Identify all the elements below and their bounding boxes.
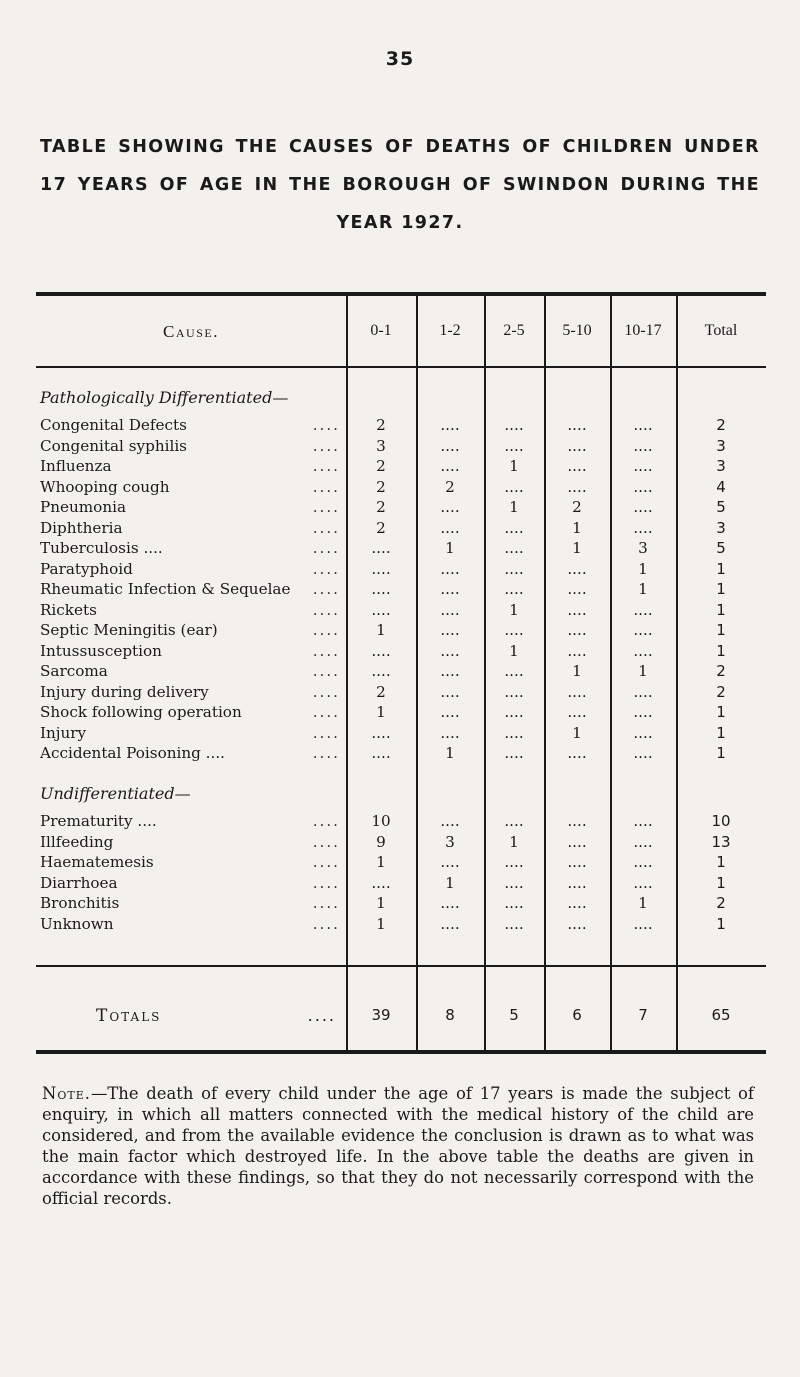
table-row xyxy=(36,833,766,853)
leader-dots: .... xyxy=(312,812,340,830)
row-cell: 2 xyxy=(376,498,386,516)
table-row xyxy=(36,874,766,894)
row-cell: .... xyxy=(504,703,524,721)
row-cell: .... xyxy=(633,744,653,762)
row-cause xyxy=(40,437,340,455)
row-cell: .... xyxy=(633,914,653,933)
row-cell: .... xyxy=(504,682,524,701)
cause-name: Diphtheria xyxy=(40,518,123,537)
leader-dots: .... xyxy=(312,641,340,660)
row-cell: .... xyxy=(633,723,653,742)
row-total: 1 xyxy=(716,873,726,892)
cause-name: Tuberculosis .... xyxy=(40,539,163,557)
row-total: 2 xyxy=(716,682,726,701)
row-cell: 2 xyxy=(376,457,386,475)
cause-name: Sarcoma xyxy=(40,662,108,680)
row-cell: .... xyxy=(371,641,391,660)
row-cell: .... xyxy=(440,600,460,619)
row-cause xyxy=(40,560,340,578)
leader-dots: .... xyxy=(312,436,340,455)
row-total: 3 xyxy=(716,457,726,475)
row-cell: .... xyxy=(567,832,587,851)
table-row xyxy=(36,519,766,539)
header-age-1-2: 1-2 xyxy=(439,322,461,339)
table-row xyxy=(36,683,766,703)
title-line-2: 17 YEARS OF AGE IN THE BOROUGH OF SWINDON DURING THE xyxy=(40,175,760,195)
grand-total: 65 xyxy=(711,1006,731,1024)
row-cell: .... xyxy=(633,641,653,660)
row-cell: .... xyxy=(567,682,587,701)
row-cell: 2 xyxy=(376,682,386,701)
leader-dots: .... xyxy=(312,580,340,598)
note-text: —The death of every child under the age of 17 years is made the subject of enquiry, in which all matters connected with the medical history of the child are considered, and from the available evidence the conclusion is drawn as to what was the main factor which destroyed life. In the above table the deaths are given in accordance with these findings, so that they do not necessarily correspond with the official records. xyxy=(42,1084,754,1208)
row-cell: .... xyxy=(633,416,653,434)
row-cell: .... xyxy=(633,457,653,475)
cause-name: Influenza xyxy=(40,457,112,475)
row-cause xyxy=(40,416,340,434)
table-row xyxy=(36,662,766,682)
row-cell: 2 xyxy=(376,518,386,537)
row-cell: .... xyxy=(371,723,391,742)
row-cell: 1 xyxy=(638,559,648,578)
cause-name: Rheumatic Infection & Sequelae xyxy=(40,580,291,598)
row-total: 1 xyxy=(716,723,726,742)
leader-dots: .... xyxy=(312,662,340,680)
row-cell: .... xyxy=(504,477,524,496)
leader-dots: .... xyxy=(312,914,340,933)
table-row xyxy=(36,498,766,518)
row-cause xyxy=(40,744,340,762)
leader-dots: .... xyxy=(312,416,340,434)
row-cell: 1 xyxy=(445,539,455,557)
table-row xyxy=(36,539,766,559)
row-cell: 1 xyxy=(445,873,455,892)
table-row xyxy=(36,560,766,580)
row-cell: .... xyxy=(567,621,587,639)
leader-dots: .... xyxy=(312,853,340,871)
leader-dots: .... xyxy=(312,703,340,721)
leader-dots: .... xyxy=(312,744,340,762)
row-cell: .... xyxy=(371,873,391,892)
row-cell: 1 xyxy=(572,662,582,680)
cause-name: Injury xyxy=(40,723,87,742)
row-cell: 1 xyxy=(445,744,455,762)
row-total: 13 xyxy=(711,832,731,851)
leader-dots: .... xyxy=(312,621,340,639)
row-cell: .... xyxy=(440,559,460,578)
table-row xyxy=(36,853,766,873)
row-total: 1 xyxy=(716,621,726,639)
row-cell: .... xyxy=(371,559,391,578)
total-age-0-1: 39 xyxy=(371,1006,391,1024)
row-cell: .... xyxy=(633,703,653,721)
row-total: 1 xyxy=(716,703,726,721)
row-cell: 3 xyxy=(638,539,648,557)
row-cell: .... xyxy=(504,662,524,680)
title-line-1: TABLE SHOWING THE CAUSES OF DEATHS OF CHILDREN UNDER xyxy=(40,137,760,157)
row-total: 1 xyxy=(716,600,726,619)
row-cell: .... xyxy=(440,682,460,701)
leader-dots: .... xyxy=(312,477,340,496)
total-age-2-5: 5 xyxy=(509,1006,519,1024)
row-cell: .... xyxy=(504,914,524,933)
row-cell: .... xyxy=(567,600,587,619)
row-total: 1 xyxy=(716,914,726,933)
deaths-table xyxy=(36,292,766,1054)
row-cell: 1 xyxy=(376,703,386,721)
row-cell: 2 xyxy=(445,477,455,496)
row-cell: .... xyxy=(567,580,587,598)
row-cell: .... xyxy=(567,416,587,434)
leader-dots: .... xyxy=(312,559,340,578)
cause-name: Illfeeding xyxy=(40,832,114,851)
row-cell: .... xyxy=(633,498,653,516)
row-cell: .... xyxy=(504,559,524,578)
row-cell: .... xyxy=(504,539,524,557)
row-cell: 9 xyxy=(376,832,386,851)
row-cause xyxy=(40,601,340,619)
row-cell: 1 xyxy=(509,600,519,619)
row-cell: .... xyxy=(633,477,653,496)
row-cause xyxy=(40,498,340,516)
cause-name: Rickets xyxy=(40,600,97,619)
row-cell: 1 xyxy=(509,832,519,851)
row-cell: .... xyxy=(567,914,587,933)
table-row xyxy=(36,915,766,935)
row-cause xyxy=(40,894,340,912)
table-row xyxy=(36,744,766,764)
row-cell: .... xyxy=(567,436,587,455)
table-row xyxy=(36,580,766,600)
row-cell: 1 xyxy=(376,894,386,912)
row-total: 5 xyxy=(716,539,726,557)
total-age-10-17: 7 xyxy=(638,1006,648,1024)
row-total: 10 xyxy=(711,812,731,830)
cause-name: Diarrhoea xyxy=(40,873,118,892)
row-cell: .... xyxy=(504,894,524,912)
row-cause xyxy=(40,703,340,721)
leader-dots: .... xyxy=(312,498,340,516)
row-cell: .... xyxy=(633,621,653,639)
row-cell: 1 xyxy=(376,621,386,639)
row-cell: .... xyxy=(633,873,653,892)
row-cell: .... xyxy=(504,621,524,639)
header-age-2-5: 2-5 xyxy=(503,322,525,339)
cause-name: Intussusception xyxy=(40,641,162,660)
row-cell: 1 xyxy=(638,894,648,912)
table-row xyxy=(36,601,766,621)
row-total: 1 xyxy=(716,559,726,578)
leader-dots: .... xyxy=(312,832,340,851)
row-total: 1 xyxy=(716,744,726,762)
section-label: Pathologically Differentiated— xyxy=(40,388,289,407)
row-cell: 1 xyxy=(638,662,648,680)
page-number: 35 xyxy=(385,48,415,70)
row-cell: .... xyxy=(371,539,391,557)
table-row xyxy=(36,457,766,477)
row-total: 2 xyxy=(716,894,726,912)
row-cell: .... xyxy=(440,853,460,871)
row-cell: 1 xyxy=(376,914,386,933)
row-cause xyxy=(40,812,340,830)
row-cell: .... xyxy=(440,703,460,721)
row-cell: 3 xyxy=(376,436,386,455)
row-cell: .... xyxy=(633,853,653,871)
row-cause xyxy=(40,457,340,475)
row-cell: .... xyxy=(371,600,391,619)
row-total: 2 xyxy=(716,416,726,434)
row-cell: .... xyxy=(440,894,460,912)
row-cell: .... xyxy=(504,873,524,892)
cause-name: Bronchitis xyxy=(40,894,120,912)
leader-dots: .... xyxy=(307,1006,336,1025)
header-total: Total xyxy=(704,322,738,339)
totals-label: Totals xyxy=(96,1006,162,1026)
row-cell: .... xyxy=(504,518,524,537)
table-row xyxy=(36,621,766,641)
row-cause xyxy=(40,662,340,680)
table-row xyxy=(36,642,766,662)
cause-name: Septic Meningitis (ear) xyxy=(40,621,218,639)
row-cause xyxy=(40,478,340,496)
row-cell: .... xyxy=(440,580,460,598)
cause-name: Injury during delivery xyxy=(40,682,209,701)
row-cell: .... xyxy=(440,812,460,830)
row-cell: .... xyxy=(504,744,524,762)
row-cell: 1 xyxy=(572,518,582,537)
leader-dots: .... xyxy=(312,682,340,701)
table-row xyxy=(36,894,766,914)
row-cell: .... xyxy=(504,723,524,742)
row-cause xyxy=(40,519,340,537)
totals-row xyxy=(36,1006,766,1030)
table-row xyxy=(36,478,766,498)
row-cell: .... xyxy=(440,662,460,680)
row-cause xyxy=(40,580,340,598)
row-cell: .... xyxy=(371,580,391,598)
section-label: Undifferentiated— xyxy=(40,784,191,803)
row-cell: 1 xyxy=(509,641,519,660)
row-cell: .... xyxy=(440,641,460,660)
row-cell: .... xyxy=(440,416,460,434)
row-cause xyxy=(40,539,340,557)
cause-name: Congenital syphilis xyxy=(40,436,187,455)
header-age-0-1: 0-1 xyxy=(370,322,392,339)
row-cause xyxy=(40,724,340,742)
row-cause xyxy=(40,621,340,639)
row-cell: 1 xyxy=(638,580,648,598)
header-age-10-17: 10-17 xyxy=(624,322,662,339)
row-cell: .... xyxy=(567,873,587,892)
row-cell: .... xyxy=(567,641,587,660)
row-cell: .... xyxy=(567,853,587,871)
row-cell: .... xyxy=(440,436,460,455)
row-cell: .... xyxy=(440,457,460,475)
row-cell: 1 xyxy=(572,539,582,557)
leader-dots: .... xyxy=(312,723,340,742)
row-cell: .... xyxy=(567,894,587,912)
row-cell: 3 xyxy=(445,832,455,851)
row-cause xyxy=(40,642,340,660)
row-cell: .... xyxy=(567,477,587,496)
leader-dots: .... xyxy=(312,894,340,912)
table-top-rule xyxy=(36,292,766,296)
row-cell: .... xyxy=(371,662,391,680)
row-total: 3 xyxy=(716,518,726,537)
footnote xyxy=(42,1083,754,1209)
cause-name: Pneumonia xyxy=(40,498,127,516)
row-cell: 1 xyxy=(572,723,582,742)
row-cell: .... xyxy=(504,436,524,455)
table-row xyxy=(36,703,766,723)
row-cause xyxy=(40,683,340,701)
totals-rule xyxy=(36,965,766,967)
cause-name: Congenital Defects xyxy=(40,416,187,434)
row-cell: .... xyxy=(440,621,460,639)
table-bottom-rule xyxy=(36,1050,766,1054)
row-cell: .... xyxy=(567,559,587,578)
row-total: 1 xyxy=(716,580,726,598)
leader-dots: .... xyxy=(312,539,340,557)
leader-dots: .... xyxy=(312,873,340,892)
row-cause xyxy=(40,915,340,933)
header-rule xyxy=(36,366,766,368)
leader-dots: .... xyxy=(312,457,340,475)
header-cause: Cause. xyxy=(163,322,219,341)
cause-name: Haematemesis xyxy=(40,853,154,871)
row-cause xyxy=(40,853,340,871)
row-cell: 1 xyxy=(376,853,386,871)
row-cell: .... xyxy=(567,744,587,762)
row-cell: .... xyxy=(633,832,653,851)
row-cell: .... xyxy=(504,580,524,598)
row-cell: .... xyxy=(504,812,524,830)
total-age-1-2: 8 xyxy=(445,1006,455,1024)
row-cell: 2 xyxy=(572,498,582,516)
row-cell: .... xyxy=(633,682,653,701)
row-total: 1 xyxy=(716,641,726,660)
title-line-3: YEAR 1927. xyxy=(336,213,464,233)
row-cell: .... xyxy=(504,853,524,871)
row-cell: .... xyxy=(567,703,587,721)
row-cause xyxy=(40,833,340,851)
row-cell: .... xyxy=(633,600,653,619)
leader-dots: .... xyxy=(312,600,340,619)
table-row xyxy=(36,724,766,744)
row-cell: 10 xyxy=(371,812,391,830)
table-row xyxy=(36,437,766,457)
row-cell: .... xyxy=(567,457,587,475)
row-total: 5 xyxy=(716,498,726,516)
row-total: 4 xyxy=(716,477,726,496)
row-cell: .... xyxy=(504,416,524,434)
row-total: 2 xyxy=(716,662,726,680)
row-cause xyxy=(40,874,340,892)
cause-name: Paratyphoid xyxy=(40,559,133,578)
header-age-5-10: 5-10 xyxy=(562,322,592,339)
row-cell: .... xyxy=(633,812,653,830)
table-row xyxy=(36,812,766,832)
row-cell: .... xyxy=(440,498,460,516)
row-cell: 2 xyxy=(376,477,386,496)
row-cell: 1 xyxy=(509,498,519,516)
row-cell: .... xyxy=(440,723,460,742)
row-cell: .... xyxy=(371,744,391,762)
cause-name: Shock following operation xyxy=(40,703,242,721)
cause-name: Unknown xyxy=(40,914,114,933)
row-cell: .... xyxy=(633,436,653,455)
page-title xyxy=(40,128,760,242)
note-label: Note. xyxy=(42,1084,91,1103)
row-cell: 2 xyxy=(376,416,386,434)
cause-name: Prematurity .... xyxy=(40,812,157,830)
leader-dots: .... xyxy=(312,518,340,537)
cause-name: Whooping cough xyxy=(40,477,170,496)
total-age-5-10: 6 xyxy=(572,1006,582,1024)
row-total: 3 xyxy=(716,436,726,455)
row-cell: .... xyxy=(567,812,587,830)
table-row xyxy=(36,416,766,436)
row-cell: .... xyxy=(440,914,460,933)
row-cell: .... xyxy=(440,518,460,537)
row-cell: .... xyxy=(633,518,653,537)
cause-name: Accidental Poisoning .... xyxy=(40,744,225,762)
row-total: 1 xyxy=(716,853,726,871)
row-cell: 1 xyxy=(509,457,519,475)
